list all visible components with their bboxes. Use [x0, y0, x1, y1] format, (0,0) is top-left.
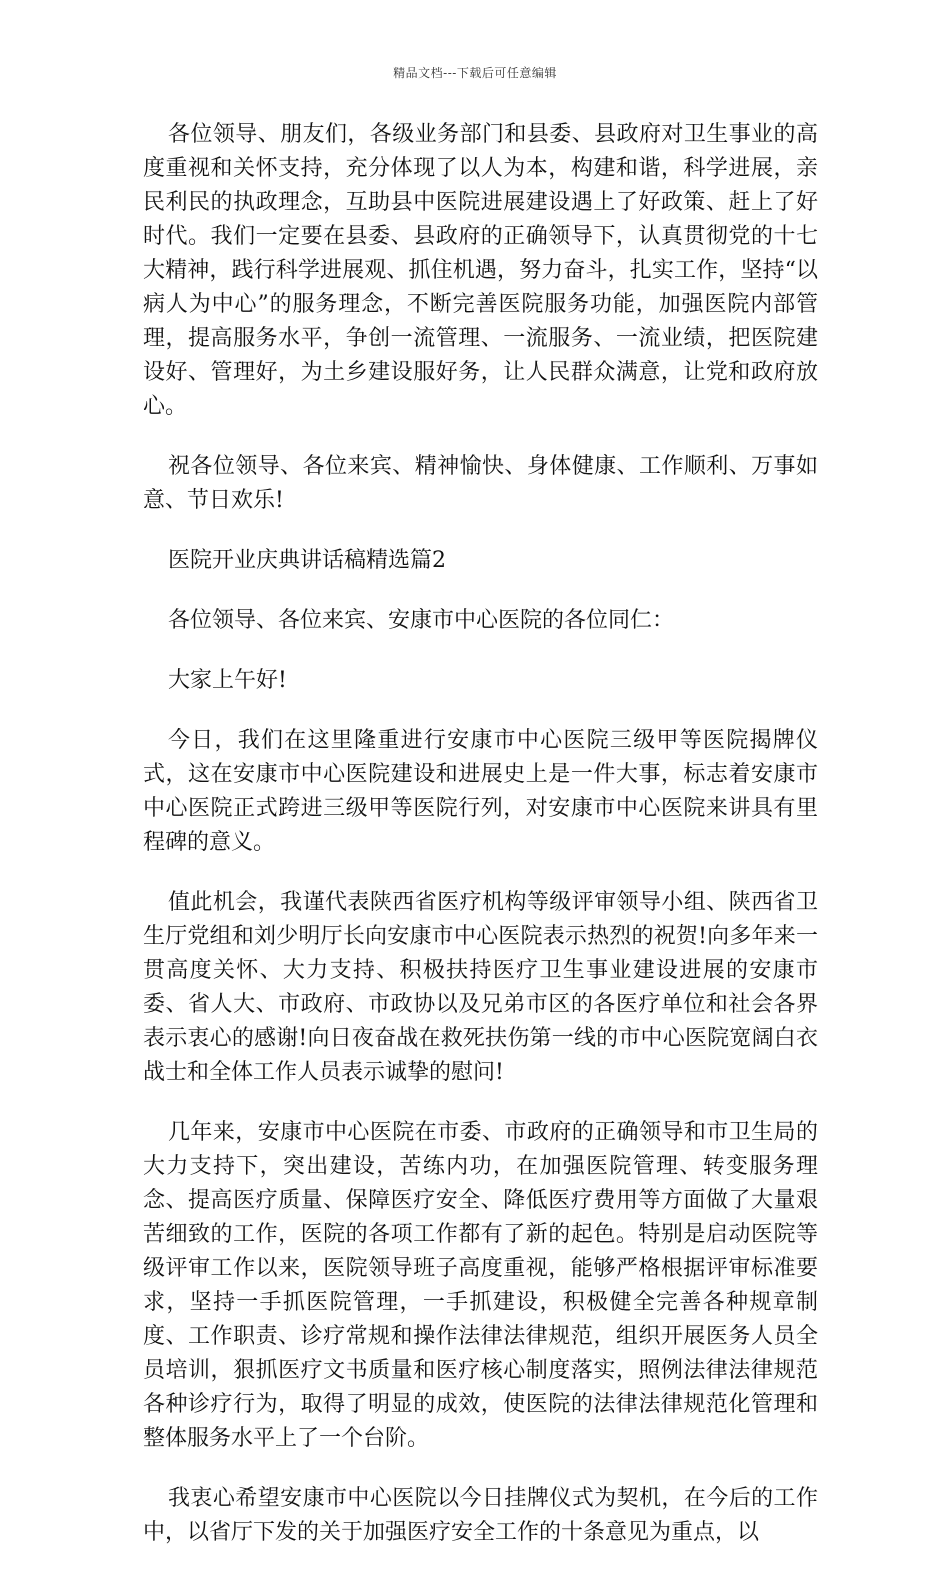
salutation: 各位领导、各位来宾、安康市中心医院的各位同仁：: [168, 608, 675, 633]
document-header: 精品文档---下载后可任意编辑: [393, 66, 557, 80]
paragraph: 祝各位领导、各位来宾、精神愉快、身体健康、工作顺利、万事如意、节日欢乐!: [143, 454, 818, 513]
paragraph: 各位领导、朋友们，各级业务部门和县委、县政府对卫生事业的高度重视和关怀支持，充分体现了以人为本，构建和谐，科学进展，亲民利民的执政理念，互助县中医院进展建设遇上了好政策、赶上了好时代。我们一定要在县委、县政府的正确领导下，认真贯彻党的十七大精神，践行科学进展观、抓住机遇，努力奋斗，扎实工作，坚持“以病人为中心”的服务理念，不断完善医院服务功能，加强医院内部管理，提高服务水平，争创一流管理、一流服务、一流业绩，把医院建设好、管理好，为土乡建设服好务，让人民群众满意，让党和政府放心。: [143, 122, 818, 419]
greeting: 大家上午好!: [168, 668, 287, 693]
paragraph: 值此机会，我谨代表陕西省医疗机构等级评审领导小组、陕西省卫生厅党组和刘少明厅长向安康市中心医院表示热烈的祝贺!向多年来一贯高度关怀、大力支持、积极扶持医疗卫生事业建设进展的安康市委、省人大、市政府、市政协以及兄弟市区的各医疗单位和社会各界表示衷心的感谢!向日夜奋战在救死扶伤第一线的市中心医院宽阔白衣战士和全体工作人员表示诚挚的慰问!: [143, 890, 818, 1085]
paragraph: 我衷心希望安康市中心医院以今日挂牌仪式为契机，在今后的工作中，以省厅下发的关于加强医疗安全工作的十条意见为重点，以: [143, 1486, 818, 1545]
paragraph: 几年来，安康市中心医院在市委、市政府的正确领导和市卫生局的大力支持下，突出建设，苦练内功，在加强医院管理、转变服务理念、提高医疗质量、保障医疗安全、降低医疗费用等方面做了大量艰苦细致的工作，医院的各项工作都有了新的起色。特别是启动医院等级评审工作以来，医院领导班子高度重视，能够严格根据评审标准要求，坚持一手抓医院管理，一手抓建设，积极健全完善各种规章制度、工作职责、诊疗常规和操作法律法律规范，组织开展医务人员全员培训，狠抓医疗文书质量和医疗核心制度落实，照例法律法律规范各种诊疗行为，取得了明显的成效，使医院的法律法律规范化管理和整体服务水平上了一个台阶。: [143, 1120, 818, 1451]
document-body: [143, 118, 818, 1576]
paragraph: 今日，我们在这里隆重进行安康市中心医院三级甲等医院揭牌仪式，这在安康市中心医院建设和进展史上是一件大事，标志着安康市中心医院正式跨进三级甲等医院行列，对安康市中心医院来讲具有里程碑的意义。: [143, 728, 818, 855]
section-title: 医院开业庆典讲话稿精选篇2: [168, 548, 446, 573]
